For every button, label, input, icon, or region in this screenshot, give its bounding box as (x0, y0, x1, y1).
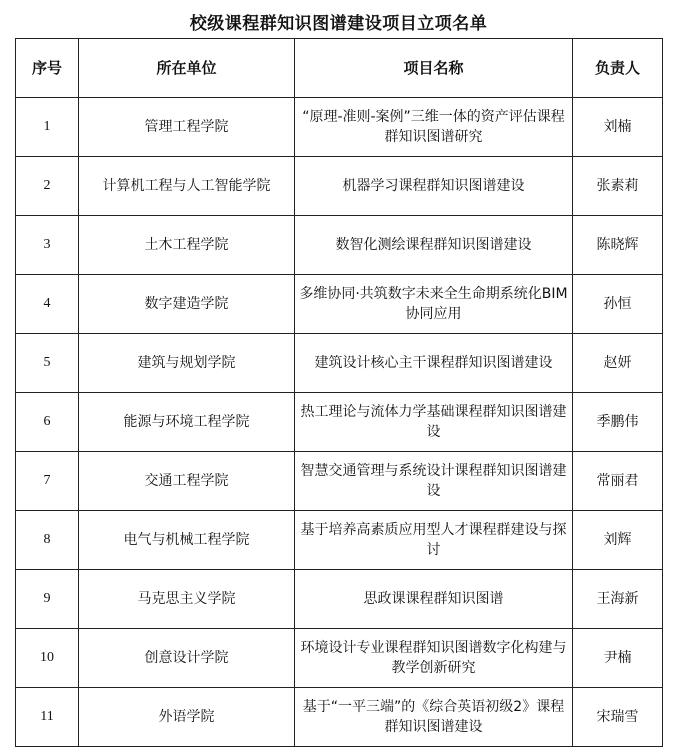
header-leader: 负责人 (573, 39, 663, 98)
row-index: 5 (16, 334, 79, 393)
row-index: 4 (16, 275, 79, 334)
table-row (16, 511, 663, 570)
row-unit: 创意设计学院 (79, 629, 295, 688)
row-unit: 建筑与规划学院 (79, 334, 295, 393)
row-unit: 能源与环境工程学院 (79, 393, 295, 452)
row-leader: 陈晓辉 (573, 216, 663, 275)
row-project: 环境设计专业课程群知识图谱数字化构建与教学创新研究 (295, 629, 573, 688)
document-title: 校级课程群知识图谱建设项目立项名单 (189, 14, 488, 34)
row-project: 思政课课程群知识图谱 (295, 570, 573, 629)
header-unit: 所在单位 (79, 39, 295, 98)
row-project: 热工理论与流体力学基础课程群知识图谱建设 (295, 393, 573, 452)
row-unit: 土木工程学院 (79, 216, 295, 275)
table-row (16, 157, 663, 216)
row-project: 基于培养高素质应用型人才课程群建设与探讨 (295, 511, 573, 570)
table-row (16, 216, 663, 275)
row-leader: 刘楠 (573, 98, 663, 157)
table-row (16, 629, 663, 688)
row-leader: 季鹏伟 (573, 393, 663, 452)
header-project: 项目名称 (295, 39, 573, 98)
row-index: 9 (16, 570, 79, 629)
row-unit: 马克思主义学院 (79, 570, 295, 629)
table-header-row (16, 39, 663, 98)
project-list-table (15, 38, 663, 747)
row-project: “原理-准则-案例”三维一体的资产评估课程群知识图谱研究 (295, 98, 573, 157)
row-index: 10 (16, 629, 79, 688)
row-unit: 计算机工程与人工智能学院 (79, 157, 295, 216)
table-row (16, 275, 663, 334)
row-leader: 刘辉 (573, 511, 663, 570)
row-project: 智慧交通管理与系统设计课程群知识图谱建设 (295, 452, 573, 511)
row-index: 7 (16, 452, 79, 511)
row-project: 机器学习课程群知识图谱建设 (295, 157, 573, 216)
row-index: 2 (16, 157, 79, 216)
row-leader: 张素莉 (573, 157, 663, 216)
row-unit: 数字建造学院 (79, 275, 295, 334)
row-leader: 尹楠 (573, 629, 663, 688)
row-unit: 管理工程学院 (79, 98, 295, 157)
row-index: 6 (16, 393, 79, 452)
row-project: 数智化测绘课程群知识图谱建设 (295, 216, 573, 275)
row-leader: 宋瑞雪 (573, 688, 663, 747)
row-index: 8 (16, 511, 79, 570)
table-row (16, 688, 663, 747)
row-project: 建筑设计核心主干课程群知识图谱建设 (295, 334, 573, 393)
row-project: 多维协同·共筑数字未来全生命期系统化BIM协同应用 (295, 275, 573, 334)
row-leader: 常丽君 (573, 452, 663, 511)
table-row (16, 570, 663, 629)
table-row (16, 393, 663, 452)
table-row (16, 452, 663, 511)
row-index: 3 (16, 216, 79, 275)
table-row (16, 98, 663, 157)
row-project: 基于“一平三端”的《综合英语初级2》课程群知识图谱建设 (295, 688, 573, 747)
row-index: 1 (16, 98, 79, 157)
row-leader: 王海新 (573, 570, 663, 629)
row-leader: 赵妍 (573, 334, 663, 393)
row-leader: 孙恒 (573, 275, 663, 334)
row-unit: 电气与机械工程学院 (79, 511, 295, 570)
row-unit: 交通工程学院 (79, 452, 295, 511)
row-index: 11 (16, 688, 79, 747)
row-unit: 外语学院 (79, 688, 295, 747)
header-index: 序号 (16, 39, 79, 98)
table-row (16, 334, 663, 393)
